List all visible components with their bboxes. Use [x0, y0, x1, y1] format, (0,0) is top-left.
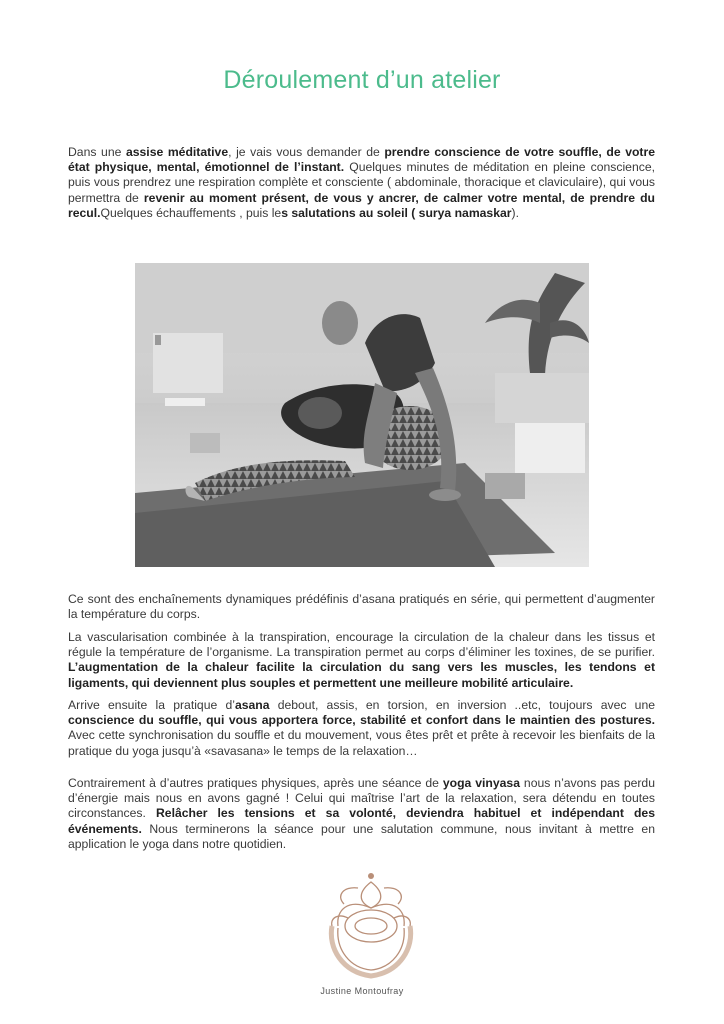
bold-text-run: Relâcher les tensions et sa volonté, deviendra habituel et indépendant des événements.: [68, 806, 655, 836]
text-run: ).: [511, 205, 519, 220]
bold-text-run: asana: [234, 698, 270, 712]
text-run: Contrairement à d’autres pratiques physiques, après une séance de: [68, 776, 443, 790]
text-run: Quelques échauffements , puis le: [100, 205, 282, 220]
paragraph-conclusion: [68, 776, 655, 852]
logo-emblem: [318, 868, 424, 988]
bold-text-run: revenir au moment présent, de vous y ancrer, de calmer votre mental, de prendre du recul.: [68, 190, 655, 220]
paragraph-vascularisation: [68, 630, 655, 691]
text-run: Quelques minutes de méditation en pleine conscience, puis vous prendrez une respiration complète et consciente ( abdominale, thoracique et claviculaire), qui vous permettra de: [68, 160, 655, 205]
bold-text-run: assise méditative: [125, 145, 229, 159]
logo-name: Justine Montoufray: [320, 986, 404, 996]
paragraph-sun-salutations: [68, 592, 655, 622]
text-run: Dans une: [68, 145, 126, 159]
text-run: Nous terminerons la séance pour une salutation commune, nous invitant à mettre en application le yoga dans notre quotidien.: [68, 821, 655, 851]
text-run: La vascularisation combinée à la transpiration, encourage la circulation de la chaleur dans les tissus et régule la température de l’organisme. La transpiration permet au corps d’éliminer les toxines, de se purifier.: [68, 630, 655, 660]
text-run: Avec cette synchronisation du souffle et du mouvement, vous êtes prêt et prête à recevoir les bienfaits de la pratique du yoga jusqu’à «savasana» le temps de la relaxation…: [68, 728, 655, 758]
bold-text-run: s salutations au soleil ( surya namaskar: [281, 205, 512, 220]
page-title: Déroulement d’un atelier: [223, 66, 501, 94]
paragraph-asana: [68, 698, 655, 759]
text-run: Ce sont des enchaînements dynamiques prédéfinis d’asana pratiqués en série, qui permettent d’augmenter la température du corps.: [68, 592, 655, 622]
text-run: Arrive ensuite la pratique d’: [68, 698, 235, 712]
yoga-photo: [135, 263, 589, 567]
bold-text-run: prendre conscience de votre souffle, de votre état physique, mental, émotionnel de l’instant.: [68, 145, 656, 175]
bold-text-run: conscience du souffle, qui vous apportera force, stabilité et confort dans le maintien des postures.: [68, 713, 655, 728]
bold-text-run: L’augmentation de la chaleur facilite la circulation du sang vers les muscles, les tendons et ligaments, qui deviennent plus souples et permettent une meilleure mobilité articulaire.: [68, 660, 655, 690]
bold-text-run: yoga vinyasa: [442, 776, 520, 790]
text-run: , je vais vous demander de: [228, 145, 385, 159]
text-run: debout, assis, en torsion, en inversion ..etc, toujours avec une: [269, 698, 655, 712]
paragraph-intro: [68, 145, 655, 221]
text-run: nous n’avons pas perdu d’énergie mais nous en avons gagné ! Celui qui maîtrise l’art de la relaxation, sera détendu en toutes circonstances.: [68, 776, 655, 821]
